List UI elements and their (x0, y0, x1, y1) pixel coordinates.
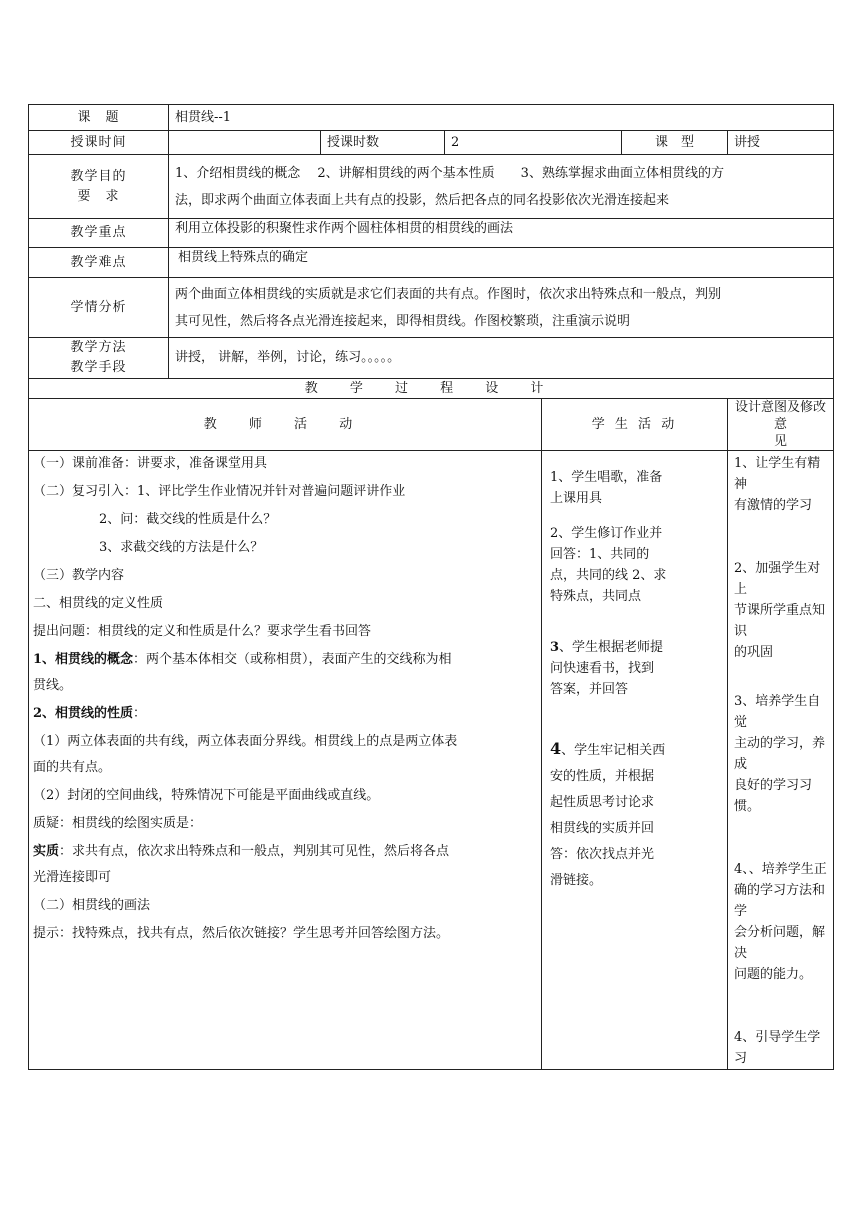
key-row (29, 219, 834, 248)
analysis-label: 学情分析 (29, 278, 169, 338)
hours-value: 2 (445, 131, 622, 155)
student-item-text: 、学生牢记相关西 (561, 743, 666, 758)
design-line: 的巩固 (734, 645, 774, 660)
time-row (29, 131, 834, 155)
method-label (29, 338, 169, 379)
design-line: 1、让学生有精神 (734, 456, 821, 492)
method-row (29, 338, 834, 379)
student-item-text: 、学生根据老师提 (559, 640, 664, 655)
teacher-line: 光滑连接即可 (33, 870, 112, 885)
teacher-line: 二、相贯线的定义性质 (33, 596, 164, 611)
type-label: 课 型 (622, 131, 728, 155)
lesson-plan-sheet (28, 104, 833, 1070)
student-line: 上课用具 (550, 491, 603, 506)
design-line: 主动的学习，养成 (734, 736, 826, 772)
analysis-text-line-2: 其可见性，然后将各点光滑连接起来，即得相贯线。作图校繁琐，注重演示说明 (175, 313, 631, 329)
teacher-line: （二）复习引入：1、评比学生作业情况并针对普遍问题评讲作业 (33, 484, 406, 499)
design-header-line-1: 设计意图及修改意 (735, 400, 827, 432)
teacher-line: 面的共有点。 (33, 760, 112, 775)
essence-text: ：求共有点，依次求出特殊点和一般点，判别其可见性，然后将各点 (59, 844, 450, 859)
design-line: 有激情的学习 (734, 498, 813, 513)
student-line: 相贯线的实质并回 (550, 821, 655, 836)
key-label: 教学重点 (29, 219, 169, 248)
difficulty-row (29, 248, 834, 278)
process-body-row (29, 451, 834, 1070)
method-text: 讲授， 讲解，举例，讨论，练习。。。。。 (169, 338, 834, 379)
student-line: 起性质思考讨论求 (550, 795, 655, 810)
design-line: 会分析问题，解决 (734, 925, 826, 961)
design-line: 确的学习方法和学 (734, 883, 826, 919)
teacher-activity-cell (29, 451, 542, 1070)
design-line: 问题的能力。 (734, 967, 813, 982)
analysis-text (169, 278, 834, 338)
teacher-line (33, 701, 537, 727)
property-heading: 2、相贯线的性质 (33, 706, 134, 721)
student-line: 点，共同的线 2、求 (550, 568, 667, 583)
student-activity-cell (542, 451, 728, 1070)
teacher-line: 3、求截交线的方法是什么？ (99, 540, 264, 555)
teacher-line: （1）两立体表面的共有线，两立体表面分界线。相贯线上的点是两立体表 (33, 734, 458, 749)
topic-label: 课 题 (29, 105, 169, 131)
difficulty-label: 教学难点 (29, 248, 169, 278)
process-title: 教 学 过 程 设 计 (29, 379, 834, 399)
design-line: 2、加强学生对上 (734, 561, 821, 597)
key-text: 利用立体投影的积聚性求作两个圆柱体相贯的相贯线的画法 (169, 219, 834, 248)
lesson-plan-table (28, 104, 834, 1070)
student-line: 问快速看书，找到 (550, 661, 655, 676)
essence-heading: 实质 (33, 844, 60, 859)
student-line: 特殊点，共同点 (550, 589, 642, 604)
student-line: 安的性质，并根据 (550, 769, 655, 784)
design-intent-cell (728, 451, 834, 1070)
student-line (550, 637, 721, 658)
student-line: 回答：1、共同的 (550, 547, 650, 562)
design-line: 4、、培养学生正 (734, 862, 827, 877)
design-header-line-2: 见 (774, 434, 788, 449)
student-line: 滑链接。 (550, 873, 603, 888)
design-line: 3、培养学生自觉 (734, 694, 821, 730)
analysis-text-line-1: 两个曲面立体相贯线的实质就是求它们表面的共有点。作图时，依次求出特殊点和一般点，判别 (175, 286, 722, 302)
time-value (169, 131, 321, 155)
student-line: 2、学生修订作业并 (550, 526, 663, 541)
teacher-line (33, 839, 537, 865)
property-text: ： (133, 706, 147, 721)
goal-label-line-2: 要 求 (77, 188, 120, 204)
design-line: 节课所学重点知识 (734, 603, 826, 639)
method-label-line-1: 教学方法 (70, 340, 127, 355)
difficulty-text: 相贯线上特殊点的确定 (169, 248, 834, 278)
design-column-header (728, 399, 834, 451)
teacher-line: 提示：找特殊点，找共有点，然后依次链接？学生思考并回答绘图方法。 (33, 926, 450, 941)
teacher-line: （二）相贯线的画法 (33, 898, 151, 913)
analysis-row (29, 278, 834, 338)
teacher-line: 提出问题：相贯线的定义和性质是什么？要求学生看书回答 (33, 624, 372, 639)
student-line: 答：依次找点并光 (550, 847, 655, 862)
goal-text-line-1: 1、介绍相贯线的概念 2、讲解相贯线的两个基本性质 3、熟练掌握求曲面立体相贯线的方 (175, 165, 724, 181)
process-header-row (29, 399, 834, 451)
process-title-row (29, 379, 834, 399)
design-line: 4、引导学生学习 (734, 1030, 821, 1066)
goal-text-line-2: 法，即求两个曲面立体表面上共有点的投影，然后把各点的同名投影依次光滑连接起来 (175, 192, 670, 208)
design-line: 良好的学习习惯。 (734, 778, 813, 814)
topic-value: 相贯线--1 (169, 105, 834, 131)
teacher-line (33, 647, 537, 673)
concept-text: ：两个基本体相交（或称相贯），表面产生的交线称为相 (133, 652, 452, 667)
student-item-number: 4 (550, 739, 562, 758)
teacher-line: （2）封闭的空间曲线，特殊情况下可能是平面曲线或直线。 (33, 788, 380, 803)
student-column-header: 学 生 活 动 (542, 399, 728, 451)
goal-row (29, 155, 834, 219)
teacher-line: （三）教学内容 (33, 568, 125, 583)
concept-heading: 1、相贯线的概念 (33, 652, 134, 667)
topic-row (29, 105, 834, 131)
hours-label: 授课时数 (321, 131, 445, 155)
student-line: 答案，并回答 (550, 682, 629, 697)
goal-text (169, 155, 834, 219)
teacher-line: 质疑：相贯线的绘图实质是： (33, 816, 203, 831)
teacher-line: 贯线。 (33, 678, 73, 693)
teacher-line: 2、问：截交线的性质是什么？ (99, 512, 277, 527)
goal-label-line-1: 教学目的 (70, 168, 127, 184)
student-line: 1、学生唱歌，准备 (550, 470, 663, 485)
method-label-line-2: 教学手段 (70, 360, 127, 375)
teacher-column-header: 教 师 活 动 (29, 399, 542, 451)
teacher-line: （一）课前准备：讲要求，准备课堂用具 (33, 456, 268, 471)
time-label: 授课时间 (29, 131, 169, 155)
student-item-number: 3 (550, 640, 560, 655)
goal-label (29, 155, 169, 219)
type-value: 讲授 (728, 131, 834, 155)
student-line (550, 736, 721, 764)
